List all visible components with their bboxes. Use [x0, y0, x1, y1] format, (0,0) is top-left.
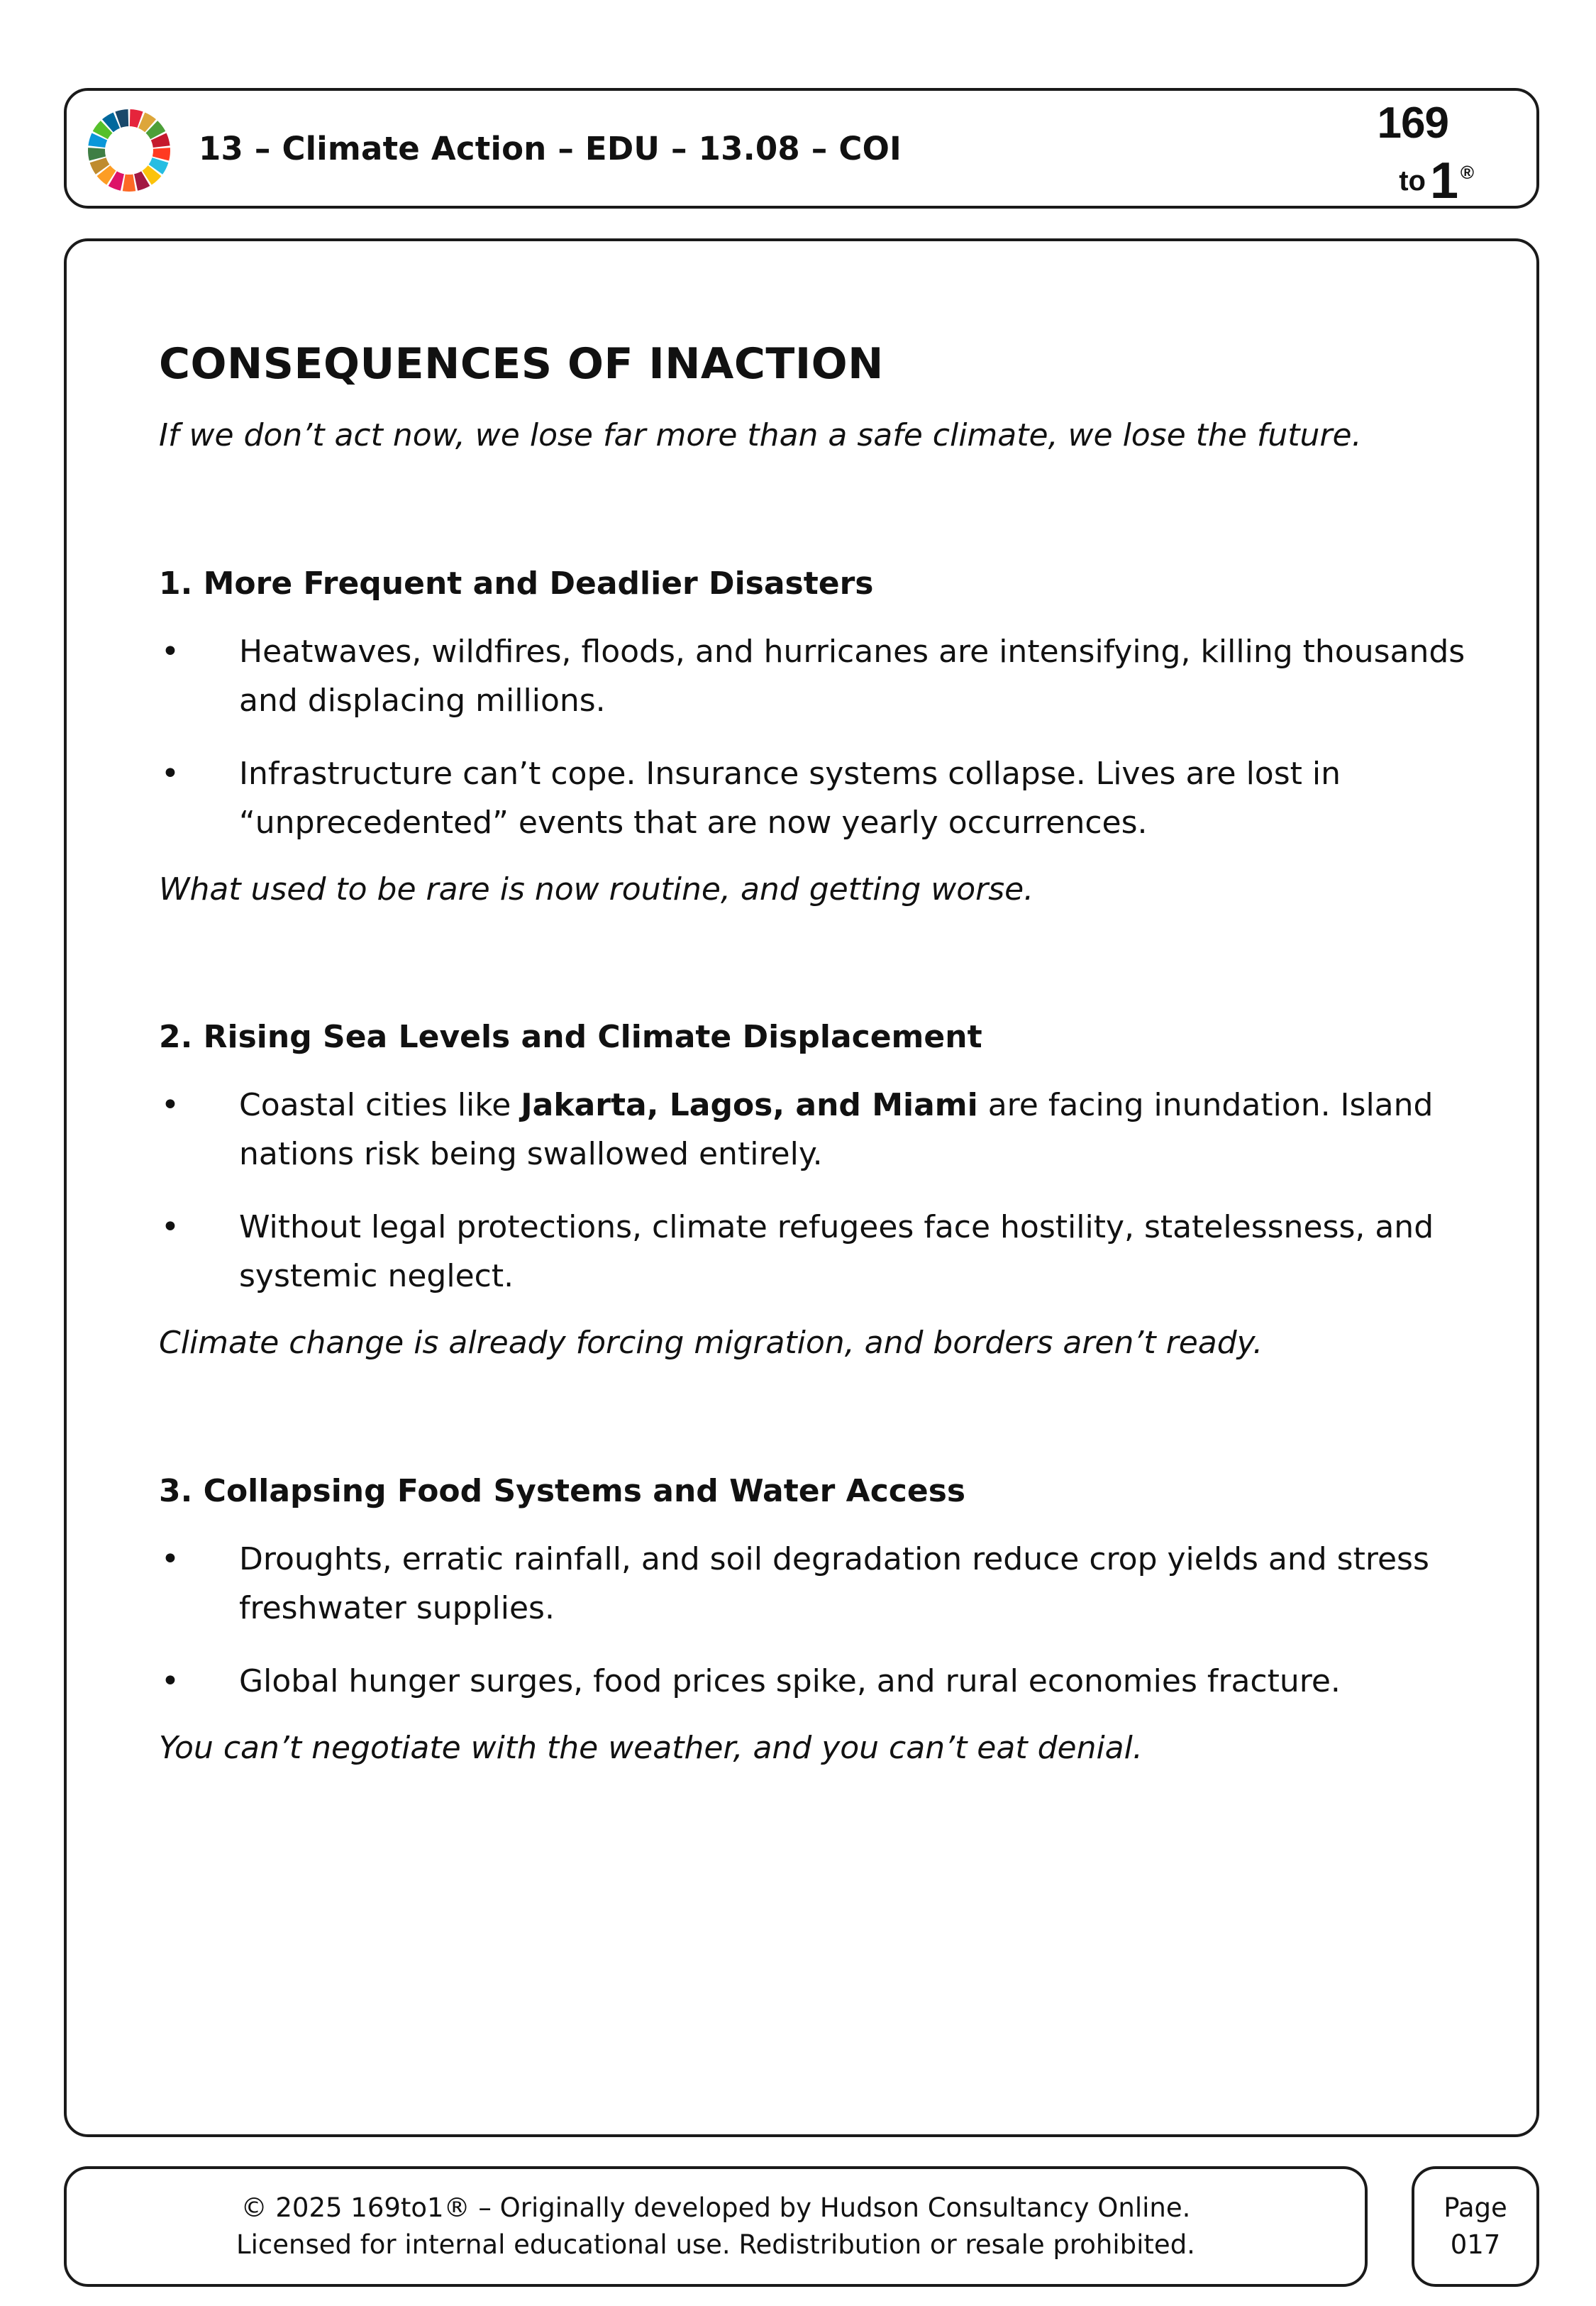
bullet-item	[159, 1203, 1485, 1301]
bullet-icon: •	[161, 1662, 179, 1699]
intro-text: If we don’t act now, we lose far more than a safe climate, we lose the future.	[159, 417, 1362, 453]
bullet-list	[159, 1081, 1485, 1301]
bullet-icon: •	[161, 1087, 179, 1124]
page-title: CONSEQUENCES OF INACTION	[159, 339, 884, 389]
page-number: 017	[1450, 2229, 1501, 2260]
bullet-icon: •	[161, 633, 179, 670]
section-disasters	[159, 566, 1485, 909]
bullet-text: Global hunger surges, food prices spike, and rural economies fracture.	[239, 1662, 1341, 1699]
brand-logo	[1373, 98, 1480, 209]
page-label: Page	[1443, 2192, 1507, 2223]
bullet-list	[159, 1535, 1485, 1706]
bullet-text-start: Coastal cities like	[239, 1087, 521, 1124]
footer-text	[67, 2169, 1365, 2284]
sdg-wheel-segment	[123, 175, 135, 192]
bullet-item	[159, 1535, 1485, 1633]
section-sea-levels	[159, 1019, 1485, 1362]
bullet-text-end: are facing inundation. Island nations risk being swallowed entirely.	[239, 1087, 1434, 1173]
section-closing: What used to be rare is now routine, and getting worse.	[159, 871, 1034, 907]
license-line: Licensed for internal educational use. Redistribution or resale prohibited.	[236, 2229, 1195, 2260]
bullet-text: Infrastructure can’t cope. Insurance systems collapse. Lives are lost in “unprecedented” events that are now yearly occurrences.	[239, 755, 1341, 841]
page-indicator	[1414, 2169, 1536, 2284]
bullet-icon: •	[161, 1209, 179, 1246]
bullet-text: Heatwaves, wildfires, floods, and hurricanes are intensifying, killing thousands and displacing millions.	[239, 633, 1465, 719]
header-bar	[64, 88, 1539, 209]
bullet-item	[159, 1657, 1485, 1706]
bullet-list	[159, 627, 1485, 847]
section-food-water	[159, 1473, 1485, 1767]
page-number-box	[1412, 2166, 1539, 2287]
bullet-icon: •	[161, 755, 179, 792]
brand-logo-number: 169	[1377, 99, 1448, 148]
copyright-line: © 2025 169to1® – Originally developed by Hudson Consultancy Online.	[240, 2192, 1191, 2223]
bullet-item	[159, 749, 1485, 847]
section-heading: 3. Collapsing Food Systems and Water Access	[159, 1472, 966, 1509]
section-closing: Climate change is already forcing migration, and borders aren’t ready.	[159, 1325, 1263, 1362]
brand-logo-to: to	[1399, 165, 1426, 197]
bullet-text	[239, 1087, 1433, 1172]
sdg-wheel-icon	[87, 108, 172, 193]
bullet-text: Droughts, erratic rainfall, and soil degradation reduce crop yields and stress freshwater supplies.	[239, 1540, 1429, 1626]
content-panel	[64, 238, 1539, 2137]
header-title: 13 – Climate Action – EDU – 13.08 – COI	[199, 129, 902, 167]
content-body	[159, 339, 1485, 1767]
section-heading: 1. More Frequent and Deadlier Disasters	[159, 565, 874, 602]
section-heading: 2. Rising Sea Levels and Climate Displacement	[159, 1019, 982, 1056]
registered-mark: ®	[1460, 162, 1474, 183]
bullet-item	[159, 627, 1485, 725]
bullet-item	[159, 1081, 1485, 1179]
section-closing: You can’t negotiate with the weather, and you can’t eat denial.	[159, 1729, 1143, 1766]
city-names: Jakarta, Lagos, and Miami	[521, 1087, 978, 1124]
footer-bar	[64, 2166, 1368, 2287]
bullet-icon: •	[161, 1540, 179, 1577]
bullet-text: Without legal protections, climate refugees face hostility, statelessness, and systemic neglect.	[239, 1209, 1434, 1295]
brand-logo-one: 1	[1429, 153, 1458, 209]
